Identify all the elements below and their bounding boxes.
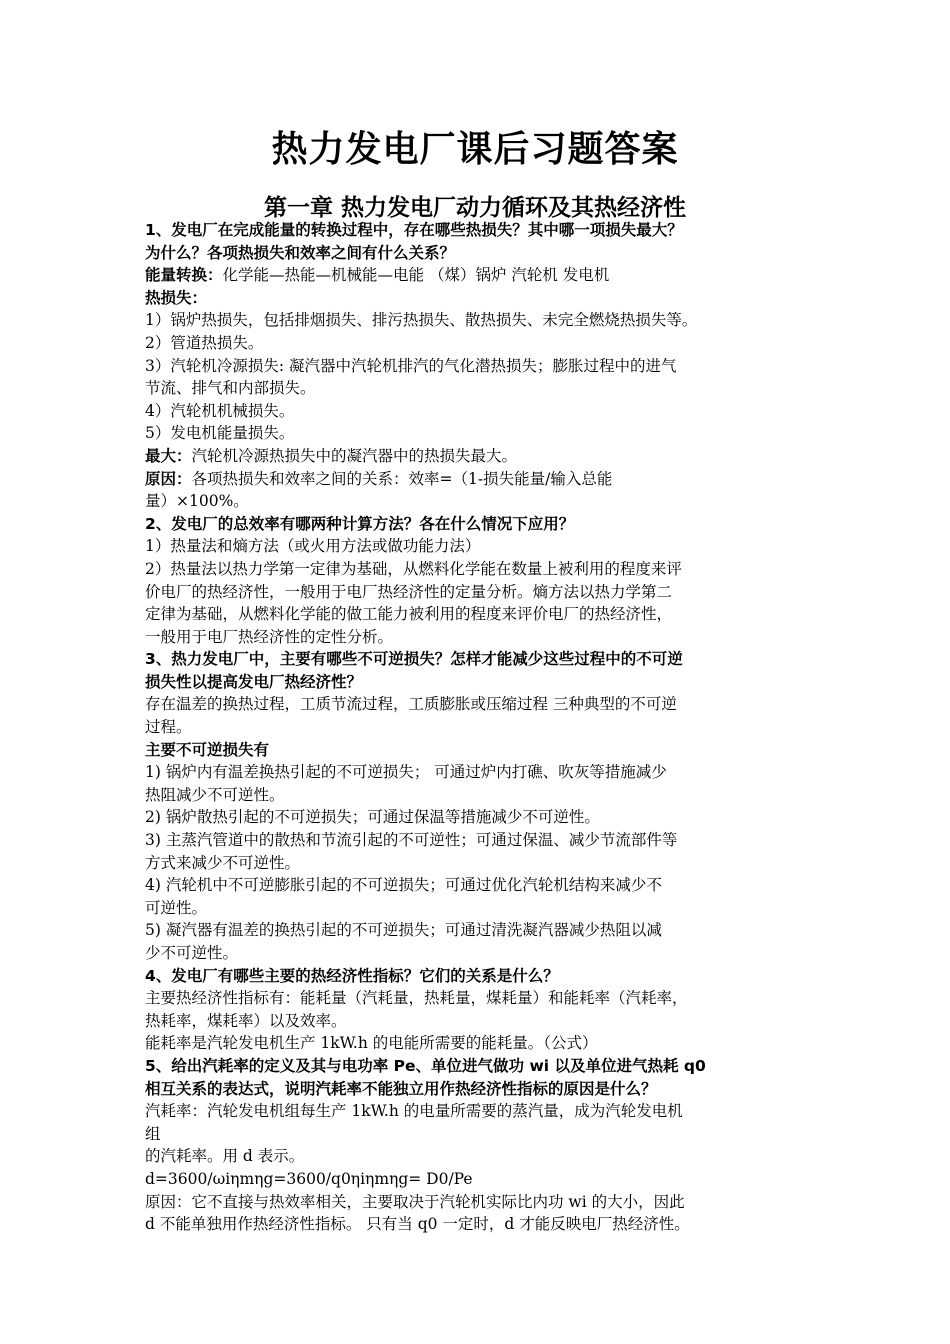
answer-line: 4）汽轮机机械损失。 — [145, 401, 295, 420]
answer-line: 2) 锅炉散热引起的不可逆损失；可通过保温等措施减少不可逆性。 — [145, 808, 600, 827]
document-body — [145, 219, 825, 1236]
labeled-answer-line — [145, 468, 825, 491]
answer-line: 可逆性。 — [145, 898, 208, 917]
question-line: 3、热力发电厂中，主要有哪些不可逆损失？怎样才能减少这些过程中的不可逆 — [145, 650, 683, 669]
answer-line: 5）发电机能量损失。 — [145, 424, 295, 443]
answer-line: 2）热量法以热力学第一定律为基础，从燃料化学能在数量上被利用的程度来评 — [145, 559, 682, 578]
answer-line: 少不可逆性。 — [145, 944, 239, 962]
answer-label: 最大： — [145, 446, 192, 465]
answer-line: 热阻减少不可逆性。 — [145, 785, 285, 804]
answer-line: 一般用于电厂热经济性的定性分析。 — [145, 627, 394, 646]
answer-line: d 不能单独用作热经济性指标。 只有当 q0 一定时，d 才能反映电厂热经济性。 — [145, 1215, 690, 1234]
question-line: 主要不可逆损失有 — [145, 740, 270, 759]
question-line: 2、发电厂的总效率有哪两种计算方法？各在什么情况下应用？ — [145, 514, 575, 533]
question-line: 4、发电厂有哪些主要的热经济性指标？它们的关系是什么？ — [145, 966, 559, 985]
answer-line: 能耗率是汽轮发电机生产 1kW.h 的电能所需要的能耗量。（公式） — [145, 1034, 598, 1053]
answer-line: 1）热量法和熵方法（或火用方法或做功能力法） — [145, 537, 481, 556]
answer-line: 主要热经济性指标有：能耗量（汽耗量，热耗量，煤耗量）和能耗率（汽耗率， — [145, 989, 688, 1008]
answer-line: 3) 主蒸汽管道中的散热和节流引起的不可逆性；可通过保温、减少节流部件等 — [145, 831, 678, 850]
answer-line: 2）管道热损失。 — [145, 333, 264, 352]
answer-label: 原因： — [145, 469, 192, 488]
question-line: 1、发电厂在完成能量的转换过程中，存在哪些热损失？其中哪一项损失最大？ — [145, 221, 683, 239]
answer-text: 化学能—热能—机械能—电能 （煤）锅炉 汽轮机 发电机 — [222, 266, 610, 285]
answer-line: 3）汽轮机冷源损失: 凝汽器中汽轮机排汽的气化潜热损失；膨胀过程中的进气 — [145, 356, 677, 375]
question-line: 5、给出汽耗率的定义及其与电功率 Pe、单位进气做功 wi 以及单位进气热耗 q0 — [145, 1056, 706, 1075]
answer-line: 过程。 — [145, 718, 192, 737]
document-title: 热力发电厂课后习题答案 — [271, 129, 679, 170]
answer-line: 量）×100%。 — [145, 492, 249, 511]
answer-line: 价电厂的热经济性，一般用于电厂热经济性的定量分析。熵方法以热力学第二 — [145, 582, 673, 601]
answer-line: 1）锅炉热损失，包括排烟损失、排污热损失、散热损失、未完全燃烧热损失等。 — [145, 311, 698, 330]
answer-label: 热损失： — [145, 288, 208, 307]
question-line: 损失性以提高发电厂热经济性？ — [145, 672, 363, 691]
answer-line: 汽耗率：汽轮发电机组每生产 1kW.h 的电量所需要的蒸汽量，成为汽轮发电机 — [145, 1102, 683, 1121]
answer-line: 定律为基础，从燃料化学能的做工能力被利用的程度来评价电厂的热经济性， — [145, 605, 673, 624]
answer-line: 5) 凝汽器有温差的换热引起的不可逆损失；可通过清洗凝汽器减少热阻以减 — [145, 921, 662, 940]
answer-line: 方式来减少不可逆性。 — [145, 853, 301, 872]
answer-line: 1) 锅炉内有温差换热引起的不可逆损失； 可通过炉内打礁、吹灰等措施减少 — [145, 763, 667, 782]
question-line: 相互关系的表达式，说明汽耗率不能独立用作热经济性指标的原因是什么？ — [145, 1079, 657, 1098]
answer-text: 汽轮机冷源热损失中的凝汽器中的热损失最大。 — [191, 446, 518, 465]
labeled-answer-line — [145, 445, 825, 468]
answer-label: 能量转换： — [145, 266, 223, 285]
answer-line: 4) 汽轮机中不可逆膨胀引起的不可逆损失；可通过优化汽轮机结构来减少不 — [145, 876, 662, 895]
answer-line: 热耗率，煤耗率）以及效率。 — [145, 1011, 347, 1030]
answer-text: 各项热损失和效率之间的关系：效率=（1-损失能量/输入总能 — [191, 469, 613, 488]
question-line: 为什么？各项热损失和效率之间有什么关系？ — [145, 243, 456, 262]
answer-line: 存在温差的换热过程，工质节流过程，工质膨胀或压缩过程 三种典型的不可逆 — [145, 695, 677, 714]
answer-line: d=3600/ωiηmηg=3600/q0ηiηmηg= D0/Pe — [145, 1169, 473, 1188]
answer-line: 原因：它不直接与热效率相关，主要取决于汽轮机实际比内功 wi 的大小，因此 — [145, 1192, 685, 1211]
answer-line: 的汽耗率。用 d 表示。 — [145, 1147, 305, 1166]
answer-line: 组 — [145, 1124, 161, 1143]
labeled-answer-line — [145, 287, 825, 310]
chapter-title: 第一章 热力发电厂动力循环及其热经济性 — [263, 195, 686, 221]
answer-line: 节流、排气和内部损失。 — [145, 379, 316, 398]
labeled-answer-line — [145, 264, 825, 287]
